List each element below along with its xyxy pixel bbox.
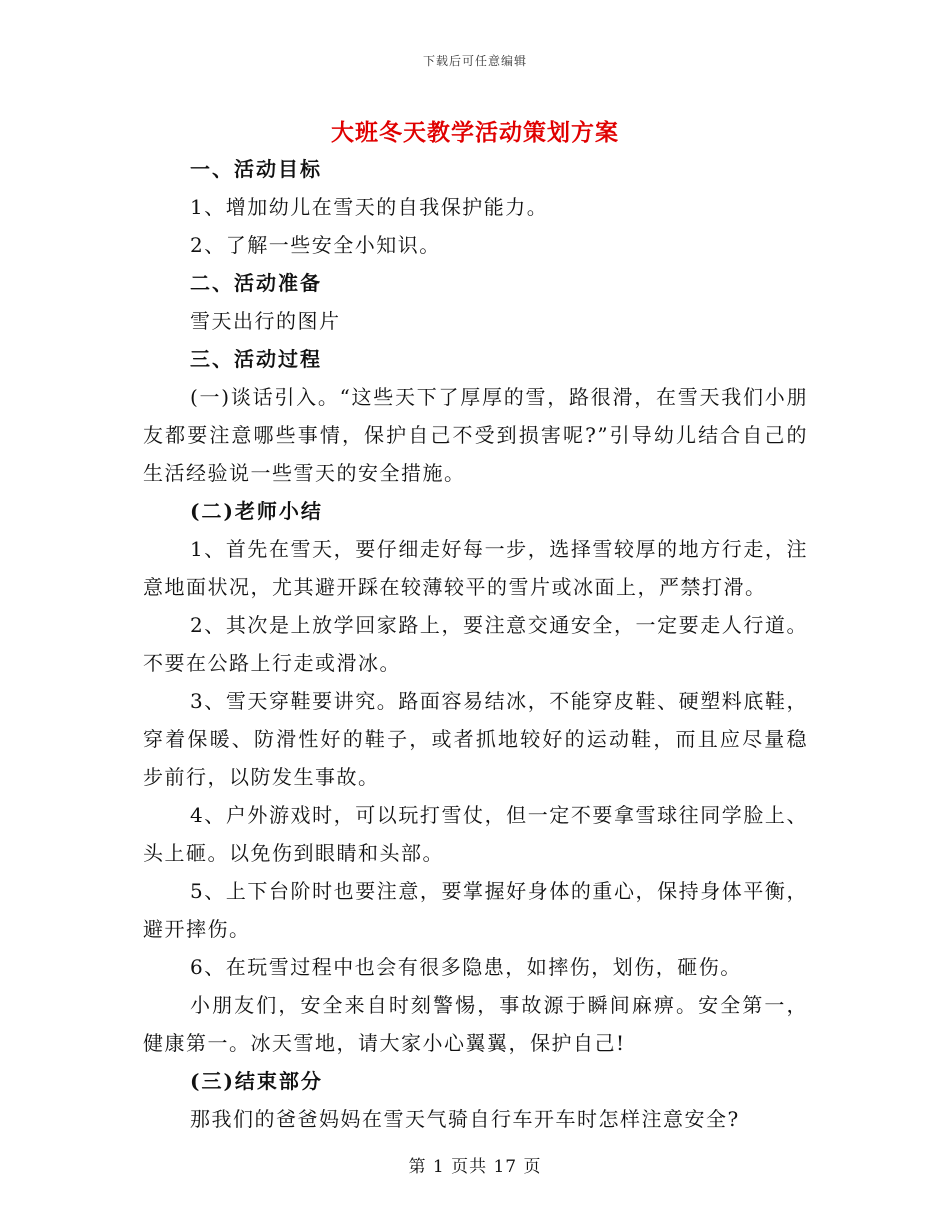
ending-text: 那我们的爸爸妈妈在雪天气骑自行车开车时怎样注意安全? <box>190 1107 740 1131</box>
page-header-note: 下载后可任意编辑 <box>422 54 527 68</box>
subsection-heading-ending: (三)结束部分 <box>190 1069 323 1093</box>
document-title: 大班冬天教学活动策划方案 <box>331 119 619 146</box>
page-footer-number: 第 1 页共 17 页 <box>408 1157 542 1177</box>
goal-item-2: 2、了解一些安全小知识。 <box>190 233 441 257</box>
preparation-text: 雪天出行的图片 <box>190 309 341 333</box>
process-intro-paragraph: (一)谈话引入。“这些天下了厚厚的雪，路很滑，在雪天我们小朋友都要注意哪些事情，保护自己不受到损害呢?”引导幼儿结合自己的生活经验说一些雪天的安全措施。 <box>143 385 808 485</box>
section-heading-process: 三、活动过程 <box>190 347 322 371</box>
summary-item-5: 5、上下台阶时也要注意，要掌握好身体的重心，保持身体平衡，避开摔伤。 <box>143 879 808 941</box>
summary-item-4: 4、户外游戏时，可以玩打雪仗，但一定不要拿雪球往同学脸上、头上砸。以免伤到眼睛和头部。 <box>143 803 808 865</box>
summary-item-6: 6、在玩雪过程中也会有很多隐患，如摔伤，划伤，砸伤。 <box>190 955 742 979</box>
section-heading-preparation: 二、活动准备 <box>190 271 322 295</box>
goal-item-1: 1、增加幼儿在雪天的自我保护能力。 <box>190 195 549 219</box>
subsection-heading-summary: (二)老师小结 <box>190 499 323 523</box>
section-heading-goals: 一、活动目标 <box>190 157 322 181</box>
summary-item-2: 2、其次是上放学回家路上，要注意交通安全，一定要走人行道。不要在公路上行走或滑冰。 <box>143 613 808 675</box>
summary-item-1: 1、首先在雪天，要仔细走好每一步，选择雪较厚的地方行走，注意地面状况，尤其避开踩在较薄较平的雪片或冰面上，严禁打滑。 <box>143 537 808 599</box>
document-body <box>143 150 808 1138</box>
summary-item-3: 3、雪天穿鞋要讲究。路面容易结冰，不能穿皮鞋、硬塑料底鞋，穿着保暖、防滑性好的鞋子，或者抓地较好的运动鞋，而且应尽量稳步前行，以防发生事故。 <box>143 689 808 789</box>
summary-closing-paragraph: 小朋友们，安全来自时刻警惕，事故源于瞬间麻痹。安全第一，健康第一。冰天雪地，请大家小心翼翼，保护自己! <box>143 993 808 1055</box>
